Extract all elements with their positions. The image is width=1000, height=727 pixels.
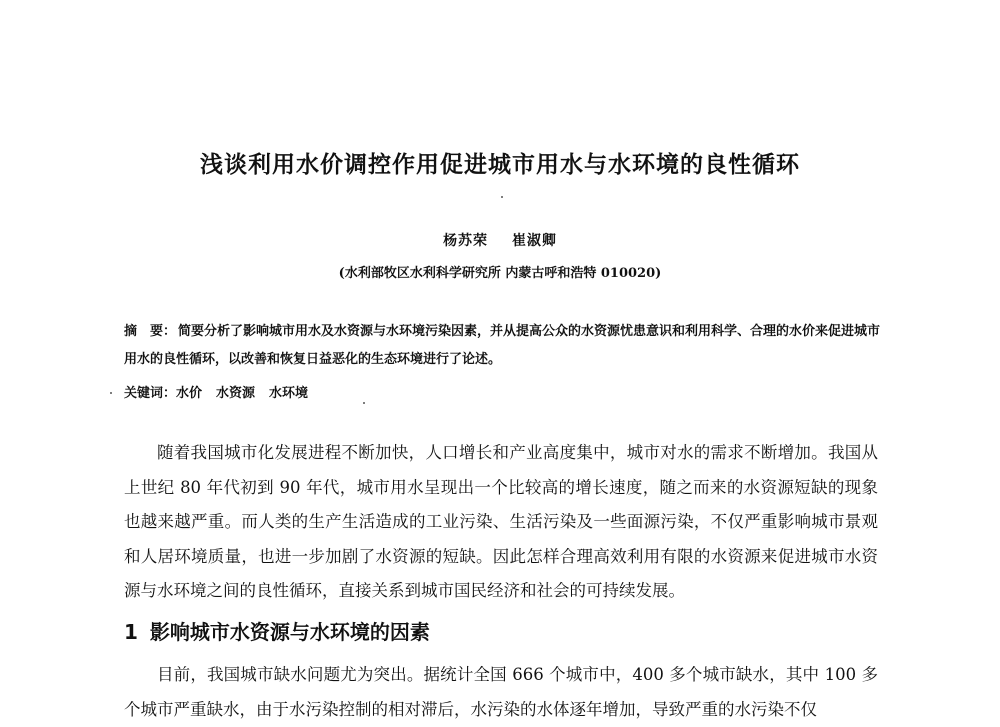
section-heading [124,616,430,645]
paper-title: 浅谈利用水价调控作用促进城市用水与水环境的良性循环 [200,151,800,178]
author-name: 崔淑卿 [511,233,557,249]
keyword: 水环境 [269,386,309,401]
intro-paragraph: 随着我国城市化发展进程不断加快，人口增长和产业高度集中，城市对水的需求不断增加。我国从上世纪 80 年代初到 90 年代，城市用水呈现出一个比较高的增长速度，随之而来的水资源短缺的现象也越来越严重。而人类的生产生活造成的工业污染、生活污染及一些面源污染，不仅严重影响城市景观和人居环境质量，也进一步加剧了水资源的短缺。因此怎样合理高效利用有限的水资源来促进城市水资源与水环境之间的良性循环，直接关系到城市国民经济和社会的可持续发展。 [124,443,878,600]
keyword: 水价 [176,386,203,401]
author-list [0,230,1000,250]
abstract-label: 摘 要： [124,324,177,339]
section-paragraph: 目前，我国城市缺水问题尤为突出。据统计全国 666 个城市中，400 多个城市缺水，其中 100 多个城市严重缺水，由于水污染控制的相对滞后，水污染的水体逐年增加，导致严重的水污染不仅 [124,665,878,719]
abstract-text: 简要分析了影响城市用水及水资源与水环境污染因素，并从提高公众的水资源忧患意识和利用科学、合理的水价来促进城市用水的良性循环，以改善和恢复日益恶化的生态环境进行了论述。 [124,324,881,367]
scan-speck [363,402,365,404]
abstract [124,318,884,374]
keywords-label: 关键词： [124,386,177,401]
scan-speck [501,196,503,198]
keywords [124,382,322,401]
keyword: 水资源 [216,386,256,401]
section-number: 1 [124,620,138,644]
scan-speck [110,392,112,394]
section-title: 影响城市水资源与水环境的因素 [149,620,430,644]
author-name: 杨苏荣 [443,233,489,249]
author-affiliation: (水利部牧区水利科学研究所 内蒙古呼和浩特 010020) [338,266,662,281]
